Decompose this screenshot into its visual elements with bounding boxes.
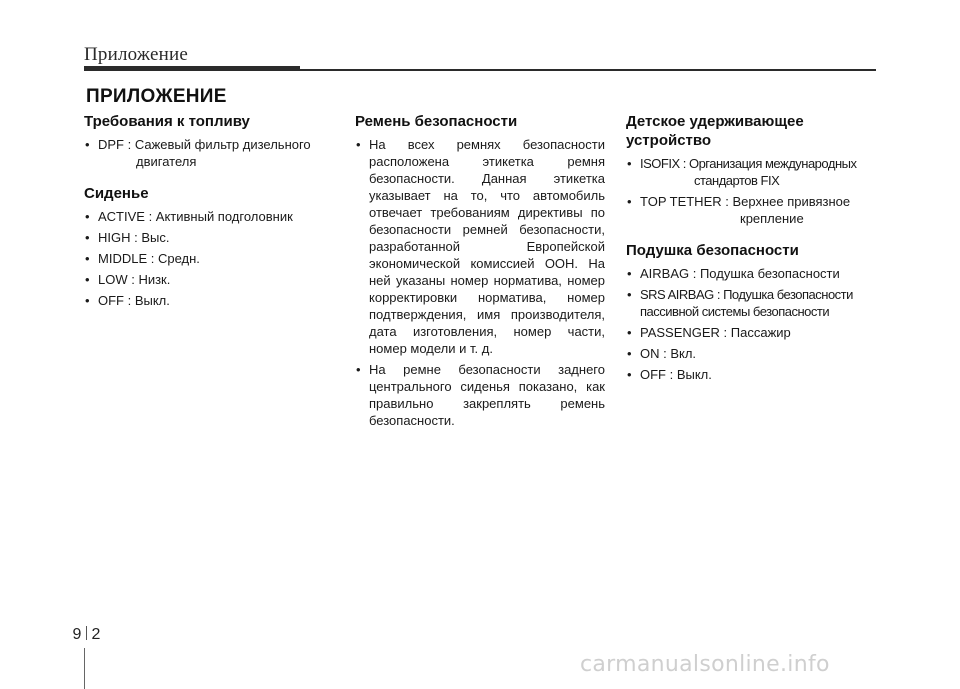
fuel-heading: Требования к топливу bbox=[84, 113, 250, 130]
list-item: • LOW : Низк. bbox=[84, 271, 336, 288]
list-item-line: • SRS AIRBAG : Подушка безопасности bbox=[640, 287, 853, 302]
list-item: • AIRBAG : Подушка безопасности bbox=[626, 265, 880, 282]
list-item: • HIGH : Выс. bbox=[84, 229, 336, 246]
list-item: • На всех ремнях безопасности расположена этикетка ремня безопасности. Данная этикетка указывает на то, что автомобиль отвечает требованиям директивы по безопасности ремней безопасности, разработанной Европейской экономической комиссией ООН. На ней указаны номер норматива, номер корректировки норматива, номер подтверждения, имя производителя, дата изготовления, номер части, номер модели и т. д. bbox=[355, 136, 605, 357]
belt-heading: Ремень безопасности bbox=[355, 113, 518, 130]
page-number bbox=[72, 626, 101, 644]
page-number-digit: 2 bbox=[91, 626, 101, 643]
list-item: • OFF : Выкл. bbox=[84, 292, 336, 309]
airbag-heading: Подушка безопасности bbox=[626, 242, 799, 259]
fuel-list bbox=[84, 136, 336, 170]
page-number-digit: 9 bbox=[72, 626, 82, 643]
running-head: Приложение bbox=[84, 44, 188, 65]
child-restraint-heading bbox=[626, 112, 880, 150]
airbag-list bbox=[626, 265, 880, 383]
list-item: • OFF : Выкл. bbox=[626, 366, 880, 383]
list-item bbox=[626, 155, 880, 189]
section-title: ПРИЛОЖЕНИЕ bbox=[86, 86, 227, 107]
list-item-line: пассивной системы безопасности bbox=[640, 304, 830, 319]
list-item: • ACTIVE : Активный подголовник bbox=[84, 208, 336, 225]
list-item-line: • ISOFIX : Организация международных bbox=[640, 156, 857, 171]
list-item: • MIDDLE : Средн. bbox=[84, 250, 336, 267]
heading-line: Детское удерживающее bbox=[626, 113, 804, 130]
list-item-line: крепление bbox=[740, 211, 804, 226]
header-rule-thin bbox=[300, 69, 876, 71]
list-item-line: • TOP TETHER : Верхнее привязное bbox=[640, 194, 851, 209]
list-item-line: двигателя bbox=[136, 154, 197, 169]
list-item: • На ремне безопасности заднего центрального сиденья показано, как правильно закреплять ремень безопасности. bbox=[355, 361, 605, 429]
column-right bbox=[626, 112, 880, 387]
list-item-line: • DPF : Сажевый фильтр дизельного bbox=[98, 137, 311, 152]
seat-list bbox=[84, 208, 336, 309]
belt-list bbox=[355, 136, 605, 429]
watermark: carmanualsonline.info bbox=[580, 652, 830, 677]
column-middle bbox=[355, 112, 605, 433]
heading-line: устройство bbox=[626, 132, 712, 149]
seat-heading: Сиденье bbox=[84, 185, 149, 202]
column-left bbox=[84, 112, 336, 313]
list-item-line: стандартов FIX bbox=[694, 173, 780, 188]
page-number-divider bbox=[86, 626, 87, 640]
list-item bbox=[84, 136, 336, 170]
footer-vertical-line bbox=[84, 648, 85, 689]
child-restraint-list bbox=[626, 155, 880, 227]
list-item: • ON : Вкл. bbox=[626, 345, 880, 362]
list-item bbox=[626, 286, 880, 320]
header-rule-thick bbox=[84, 66, 300, 71]
list-item bbox=[626, 193, 880, 227]
list-item: • PASSENGER : Пассажир bbox=[626, 324, 880, 341]
